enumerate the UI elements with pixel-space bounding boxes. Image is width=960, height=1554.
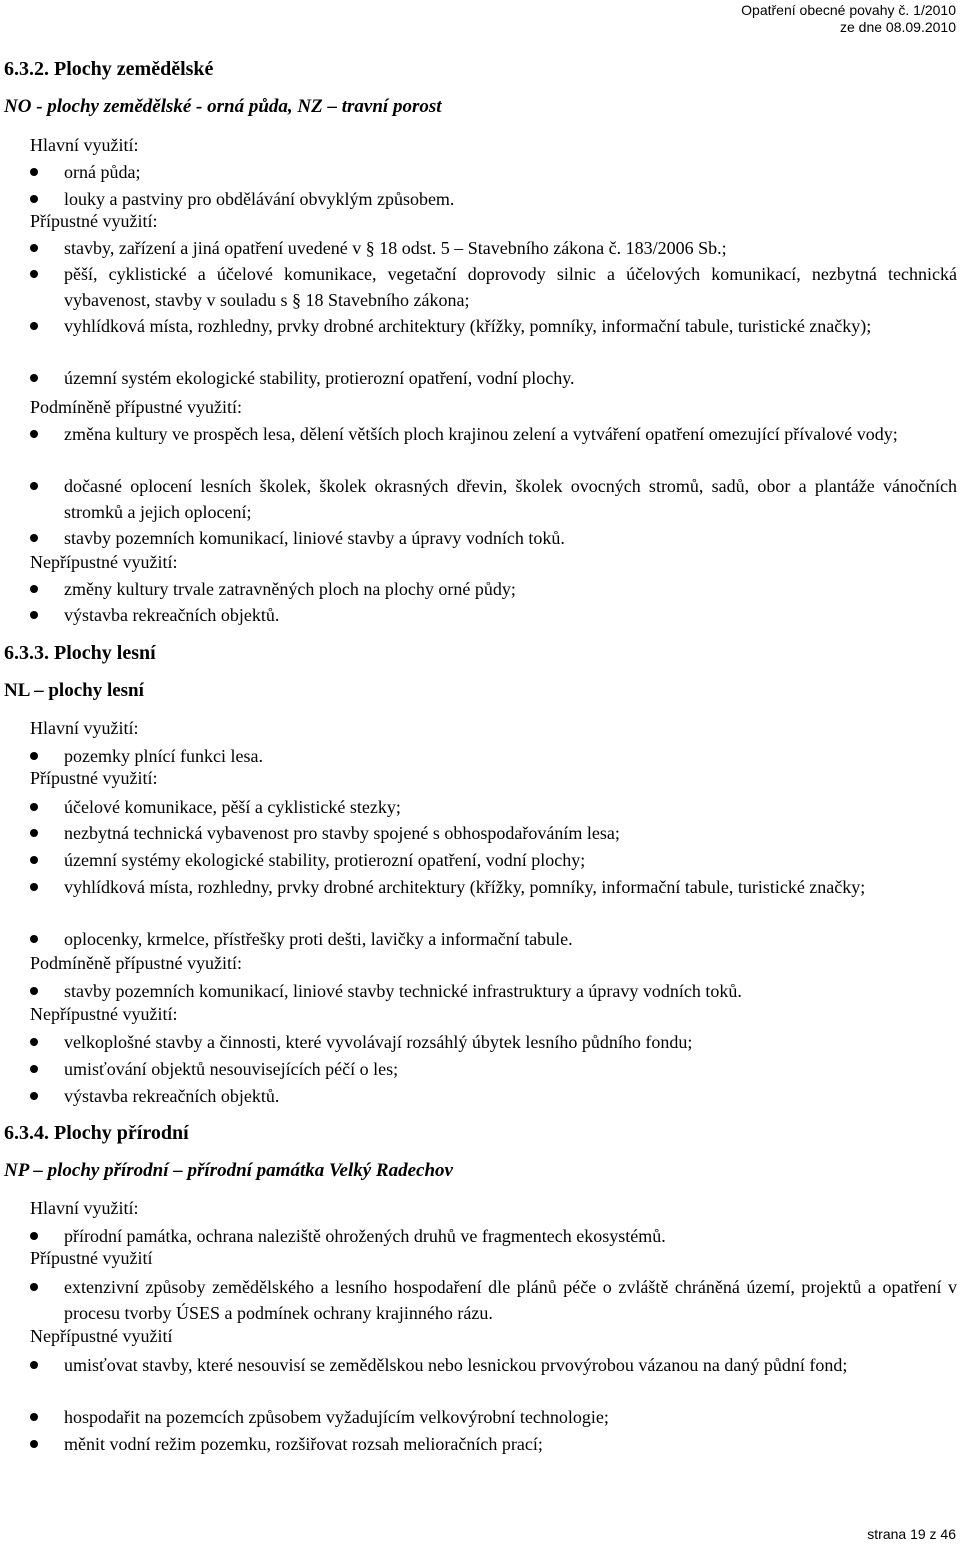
list-item: dočasné oplocení lesních školek, školek okrasných dřevin, školek ovocných stromů, sadů, obor a plantáže vánočních stromků a jejich oplocení; — [64, 476, 957, 522]
category-label-conditional-use: Podmíněně přípustné využití: — [30, 953, 242, 973]
category-label-conditional-use: Podmíněně přípustné využití: — [30, 397, 242, 417]
list-item: velkoplošné stavby a činnosti, které vyvolávají rozsáhlý úbytek lesního půdního fondu; — [64, 1032, 693, 1052]
bullet-marker — [30, 856, 38, 864]
bullet-marker — [30, 244, 38, 252]
list-item: umisťování objektů nesouvisejících péčí o les; — [64, 1059, 399, 1079]
list-item: oplocenky, krmelce, přístřešky proti dešti, lavičky a informační tabule. — [64, 929, 573, 949]
list-item: územní systém ekologické stability, protierozní opatření, vodní plochy. — [64, 368, 575, 388]
list-item: výstavba rekreačních objektů. — [64, 1086, 280, 1106]
list-item: výstavba rekreačních objektů. — [64, 605, 280, 625]
list-item: stavby pozemních komunikací, liniové stavby a úpravy vodních toků. — [64, 528, 565, 548]
category-label-main-use: Hlavní využití: — [30, 718, 139, 738]
bullet-marker — [30, 168, 38, 176]
category-label-prohibited-use: Nepřípustné využití — [30, 1326, 173, 1346]
list-item: hospodařit na pozemcích způsobem vyžadujícím velkovýrobní technologie; — [64, 1407, 609, 1427]
bullet-marker — [30, 752, 38, 760]
list-item: stavby pozemních komunikací, liniové stavby technické infrastruktury a úpravy vodních toků. — [64, 981, 742, 1001]
bullet-marker — [30, 611, 38, 619]
bullet-marker — [30, 374, 38, 382]
list-item: orná půda; — [64, 162, 141, 182]
bullet-marker — [30, 1361, 38, 1369]
category-label-permitted-use: Přípustné využití — [30, 1248, 153, 1268]
category-label-main-use: Hlavní využití: — [30, 135, 139, 155]
list-item: nezbytná technická vybavenost pro stavby spojené s obhospodařováním lesa; — [64, 823, 620, 843]
section-subtitle-nl: NL – plochy lesní — [4, 680, 144, 701]
bullet-marker — [30, 1092, 38, 1100]
bullet-marker — [30, 935, 38, 943]
list-item: měnit vodní režim pozemku, rozšiřovat rozsah melioračních prací; — [64, 1434, 543, 1454]
category-label-prohibited-use: Nepřípustné využití: — [30, 1004, 178, 1024]
bullet-marker — [30, 1232, 38, 1240]
list-item: účelové komunikace, pěší a cyklistické stezky; — [64, 797, 401, 817]
bullet-marker — [30, 270, 38, 278]
bullet-marker — [30, 585, 38, 593]
bullet-marker — [30, 482, 38, 490]
category-label-permitted-use: Přípustné využití: — [30, 211, 158, 231]
section-heading-6-3-2: 6.3.2. Plochy zemědělské — [4, 58, 214, 80]
bullet-marker — [30, 829, 38, 837]
page-number: strana 19 z 46 — [867, 1526, 956, 1542]
bullet-marker — [30, 803, 38, 811]
list-item: pozemky plnící funkci lesa. — [64, 746, 263, 766]
bullet-marker — [30, 883, 38, 891]
section-subtitle-np: NP – plochy přírodní – přírodní památka Velký Radechov — [4, 1160, 453, 1181]
bullet-marker — [30, 322, 38, 330]
list-item: pěší, cyklistické a účelové komunikace, vegetační doprovody silnic a účelových komunikací, nezbytná technická vybavenost, stavby v souladu s § 18 Stavebního zákona; — [64, 264, 957, 310]
bullet-marker — [30, 1065, 38, 1073]
list-item: vyhlídková místa, rozhledny, prvky drobné architektury (křížky, pomníky, informační tabule, turistické značky; — [64, 877, 866, 897]
bullet-marker — [30, 1283, 38, 1291]
bullet-marker — [30, 534, 38, 542]
bullet-marker — [30, 1440, 38, 1448]
section-heading-6-3-3: 6.3.3. Plochy lesní — [4, 642, 156, 664]
list-item: změny kultury trvale zatravněných ploch na plochy orné půdy; — [64, 579, 516, 599]
category-label-permitted-use: Přípustné využití: — [30, 768, 158, 788]
list-item: umisťovat stavby, které nesouvisí se zemědělskou nebo lesnickou prvovýrobou vázanou na daný půdní fond; — [64, 1355, 848, 1375]
section-subtitle-no-nz: NO - plochy zemědělské - orná půda, NZ – travní porost — [4, 96, 442, 117]
category-label-main-use: Hlavní využití: — [30, 1198, 139, 1218]
list-item: extenzivní způsoby zemědělského a lesního hospodaření dle plánů péče o zvláště chráněná území, projektů a opatření v procesu tvorby ÚSES a podmínek ochrany krajinného rázu. — [64, 1277, 957, 1323]
list-item: územní systémy ekologické stability, protierozní opatření, vodní plochy; — [64, 850, 586, 870]
bullet-marker — [30, 987, 38, 995]
header-document-title: Opatření obecné povahy č. 1/2010 — [741, 2, 956, 18]
header-date: ze dne 08.09.2010 — [840, 19, 956, 35]
list-item: stavby, zařízení a jiná opatření uvedené v § 18 odst. 5 – Stavebního zákona č. 183/2006 Sb.; — [64, 238, 727, 258]
bullet-marker — [30, 1038, 38, 1046]
bullet-marker — [30, 1413, 38, 1421]
bullet-marker — [30, 195, 38, 203]
list-item: louky a pastviny pro obdělávání obvyklým způsobem. — [64, 189, 455, 209]
page-header — [741, 2, 956, 36]
list-item: vyhlídková místa, rozhledny, prvky drobné architektury (křížky, pomníky, informační tabule, turistické značky); — [64, 316, 872, 336]
bullet-marker — [30, 430, 38, 438]
list-item: přírodní památka, ochrana naleziště ohrožených druhů ve fragmentech ekosystémů. — [64, 1226, 666, 1246]
list-item: změna kultury ve prospěch lesa, dělení větších ploch krajinou zelení a vytváření opatření omezující přívalové vody; — [64, 424, 898, 444]
category-label-prohibited-use: Nepřípustné využití: — [30, 552, 178, 572]
section-heading-6-3-4: 6.3.4. Plochy přírodní — [4, 1122, 189, 1144]
